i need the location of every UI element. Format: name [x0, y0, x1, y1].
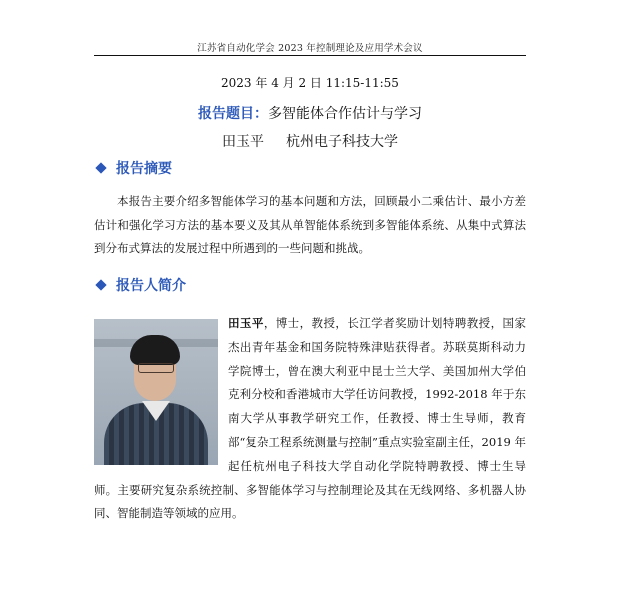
- bio-block: [94, 312, 526, 526]
- speaker-affiliation: 杭州电子科技大学: [286, 134, 398, 150]
- abstract-paragraph: 本报告主要介绍多智能体学习的基本问题和方法，回顾最小二乘估计、最小方差估计和强化学习方法的基本要义及其从单智能体系统到多智能体系统、从集中式算法到分布式算法的发展过程中所遇到的一些问题和挑战。: [94, 194, 526, 255]
- abstract-heading-text: 报告摘要: [116, 161, 172, 177]
- header-divider: [94, 55, 526, 56]
- speaker-name: 田玉平: [222, 134, 264, 150]
- speaker-line: [94, 131, 526, 151]
- talk-title: 多智能体合作估计与学习: [268, 106, 422, 122]
- talk-datetime: 2023 年 4 月 2 日 11:15-11:55: [221, 76, 399, 90]
- speaker-portrait: [94, 319, 218, 465]
- conference-header: 江苏省自动化学会 2023 年控制理论及应用学术会议: [197, 43, 423, 54]
- talk-title-label: 报告题目：: [198, 106, 268, 122]
- bio-heading-text: 报告人简介: [116, 278, 186, 294]
- talk-title-line: [94, 103, 526, 123]
- diamond-bullet-icon: [95, 279, 106, 290]
- bio-speaker-name: 田玉平: [228, 316, 264, 330]
- abstract-section-heading: [94, 159, 172, 177]
- diamond-bullet-icon: [95, 162, 106, 173]
- bio-section-heading: [94, 276, 186, 294]
- bio-text: ，博士，教授，长江学者奖励计划特聘教授，国家杰出青年基金和国务院特殊津贴获得者。苏联莫斯科动力学院博士，曾在澳大利亚中昆士兰大学、美国加州大学伯克利分校和香港城市大学任访问教授，1992-2018 年于东南大学从事教学研究工作，任教授、博士生导师，教育部“复杂工程系统测量与控制”重点实验室副主任，2019 年起任杭州电子科技大学自动化学院特聘教授、博士生导师。主要研究复杂系统控制、多智能体学习与控制理论及其在无线网络、多机器人协同、智能制造等领域的应用。: [94, 316, 526, 521]
